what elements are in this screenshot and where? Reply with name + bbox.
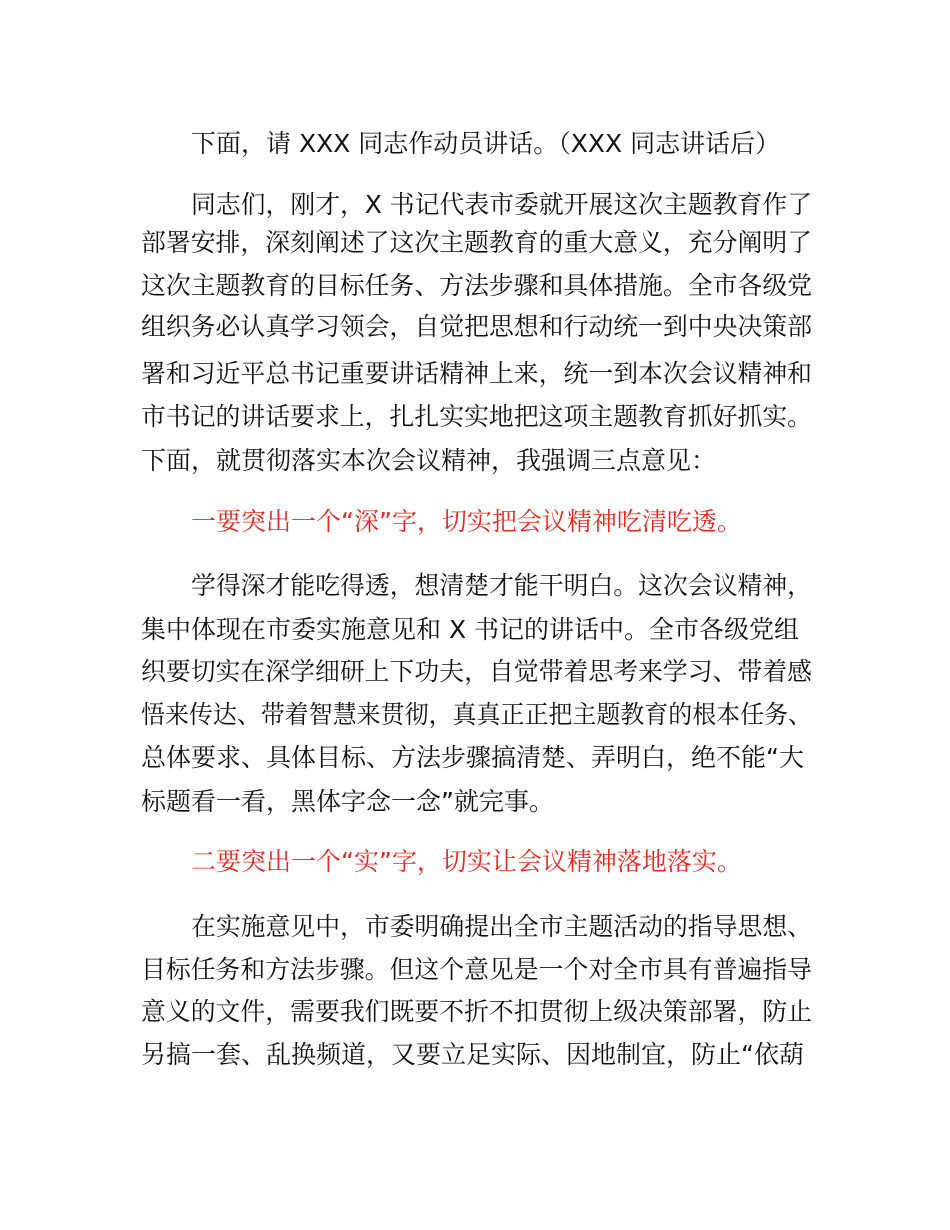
paragraph-2-line: 织要切实在深学细研上下功夫，自觉带着思考来学习、带着感 xyxy=(141,657,813,686)
paragraph-3-line: 意义的文件，需要我们既要不折不扣贯彻上级决策部署，防止 xyxy=(141,997,813,1026)
paragraph-3-line: 在实施意见中，市委明确提出全市主题活动的指导思想、 xyxy=(191,912,813,941)
intro-line: 下面，请 XXX 同志作动员讲话。（XXX 同志讲话后） xyxy=(191,129,781,158)
paragraph-2-line: 悟来传达、带着智慧来贯彻，真真正正把主题教育的根本任务、 xyxy=(141,700,813,729)
paragraph-1-line: 市书记的讲话要求上，扎扎实实地把这项主题教育抓好抓实。 xyxy=(141,402,813,431)
paragraph-3-line: 另搞一套、乱换频道，又要立足实际、因地制宜，防止“依葫 xyxy=(141,1040,804,1069)
paragraph-1-line: 组织务必认真学习领会，自觉把思想和行动统一到中央决策部 xyxy=(141,312,813,341)
paragraph-1-line: 署和习近平总书记重要讲话精神上来，统一到本次会议精神和 xyxy=(141,359,813,388)
paragraph-2-line: 标题看一看，黑体字念一念”就完事。 xyxy=(141,787,554,816)
paragraph-1-line: 这次主题教育的目标任务、方法步骤和具体措施。全市各级党 xyxy=(141,271,813,300)
paragraph-1-line: 部署安排，深刻阐述了这次主题教育的重大意义，充分阐明了 xyxy=(141,228,813,257)
paragraph-2-line: 总体要求、具体目标、方法步骤搞清楚、弄明白，绝不能“大 xyxy=(141,743,804,772)
section-heading-2: 二要突出一个“实”字，切实让会议精神落地落实。 xyxy=(191,847,742,876)
paragraph-1-line: 下面，就贯彻落实本次会议精神，我强调三点意见： xyxy=(141,446,717,475)
paragraph-3-line: 目标任务和方法步骤。但这个意见是一个对全市具有普遍指导 xyxy=(141,955,813,984)
paragraph-2-line: 集中体现在市委实施意见和 X 书记的讲话中。全市各级党组 xyxy=(141,615,800,644)
paragraph-2-line: 学得深才能吃得透，想清楚才能干明白。这次会议精神， xyxy=(191,571,813,600)
section-heading-1: 一要突出一个“深”字，切实把会议精神吃清吃透。 xyxy=(191,507,742,536)
paragraph-1-line: 同志们，刚才，X 书记代表市委就开展这次主题教育作了 xyxy=(191,190,813,219)
